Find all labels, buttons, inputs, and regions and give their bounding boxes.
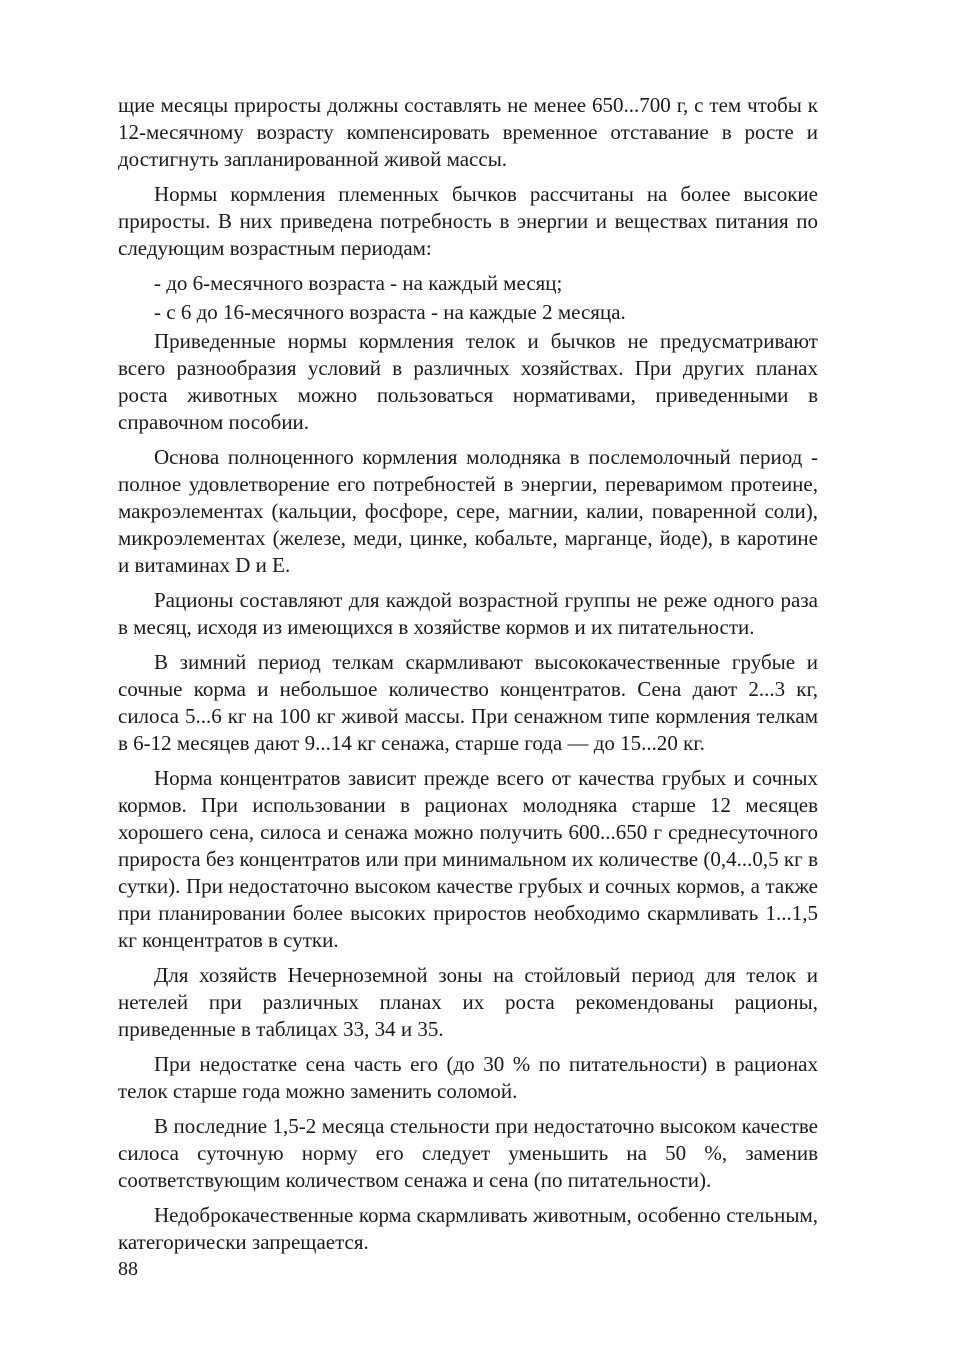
paragraph-concentrates-norm: Норма концентратов зависит прежде всего от качества грубых и сочных кормов. При использовании в рационах молодняка старше 12 месяцев хорошего сена, силоса и сенажа можно получить 600...650 г среднесуточного прироста без концентратов или при минимальном их количестве (0,4...0,5 кг в сутки). При недостаточно высоком качестве грубых и сочных кормов, а также при планировании более высоких приростов необходимо скармливать 1...1,5 кг концентратов в сутки. (118, 766, 818, 952)
page-body (118, 92, 818, 1264)
paragraph-late-pregnancy: В последние 1,5-2 месяца стельности при недостаточно высоком качестве силоса суточную норму его следует уменьшить на 50 %, заменив соответствующим количеством сенажа и сена (по питательности). (118, 1114, 818, 1192)
list-item-up-to-6-months: - до 6-месячного возраста - на каждый месяц; (154, 271, 563, 295)
paragraph-hay-shortage: При недостатке сена часть его (до 30 % по питательности) в рационах телок старше года можно заменить соломой. (118, 1052, 818, 1103)
paragraph-feeding-basis: Основа полноценного кормления молодняка в послемолочный период - полное удовлетворение его потребностей в энергии, переваримом протеине, макроэлементах (кальции, фосфоре, сере, магнии, калии, поваренной соли), микроэлементах (железе, меди, цинке, кобальте, марганце, йоде), в каротине и витаминах D и E. (118, 445, 818, 577)
paragraph-norms-limitations: Приведенные нормы кормления телок и бычков не предусматривают всего разнообразия условий в различных хозяйствах. При других планах роста животных можно пользоваться нормативами, приведенными в справочном пособии. (118, 329, 818, 434)
page-number: 88 (118, 1258, 138, 1280)
paragraph-continuation: щие месяцы приросты должны составлять не менее 650...700 г, с тем чтобы к 12-месячному возрасту компенсировать временное отставание в росте и достигнуть запланированной живой массы. (118, 93, 818, 171)
paragraph-non-chernozem-zone: Для хозяйств Нечерноземной зоны на стойловый период для телок и нетелей при различных планах их роста рекомендованы рационы, приведенные в таблицах 33, 34 и 35. (118, 963, 818, 1041)
list-item-6-to-16-months: - с 6 до 16-месячного возраста - на каждые 2 месяца. (154, 300, 626, 324)
paragraph-rations-frequency: Рационы составляют для каждой возрастной группы не реже одного раза в месяц, исходя из имеющихся в хозяйстве кормов и их питательности. (118, 588, 818, 639)
paragraph-poor-quality-feed: Недоброкачественные корма скармливать животным, особенно стельным, категорически запрещается. (118, 1203, 818, 1254)
paragraph-breeding-bulls-norms: Нормы кормления племенных бычков рассчитаны на более высокие приросты. В них приведена потребность в энергии и веществах питания по следующим возрастным периодам: (118, 182, 818, 260)
paragraph-winter-period: В зимний период телкам скармливают высококачественные грубые и сочные корма и небольшое количество концентратов. Сена дают 2...3 кг, силоса 5...6 кг на 100 кг живой массы. При сенажном типе кормления телкам в 6-12 месяцев дают 9...14 кг сенажа, старше года — до 15...20 кг. (118, 650, 818, 755)
